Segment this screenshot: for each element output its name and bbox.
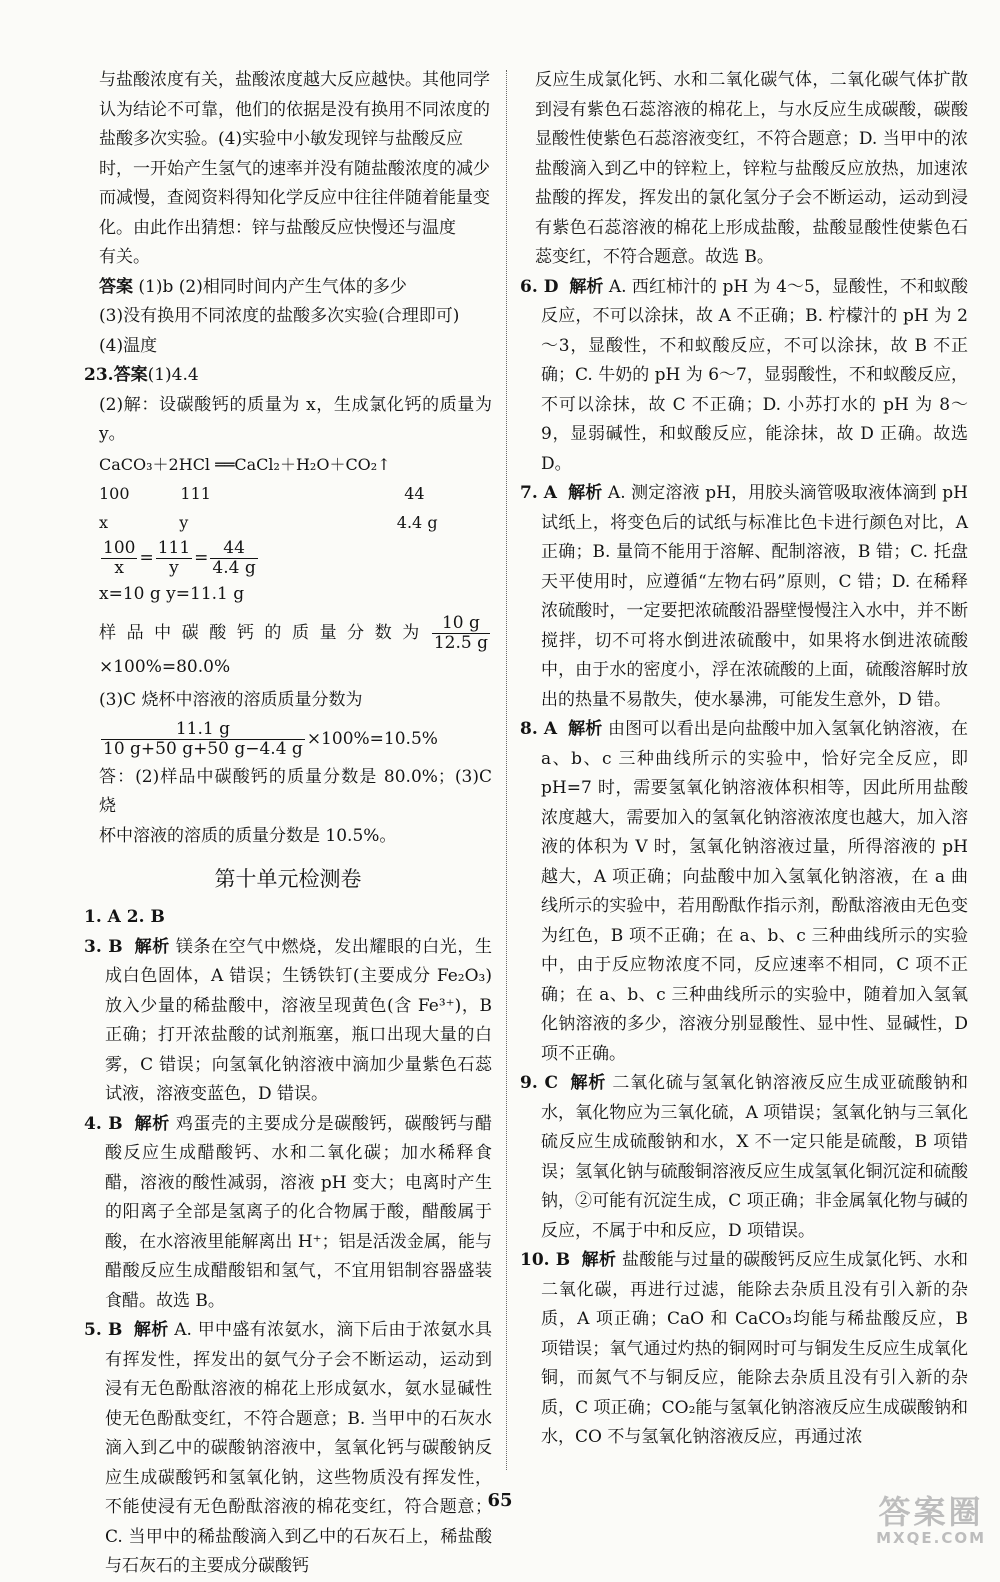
q23 — [84, 361, 492, 851]
q10 — [520, 1246, 968, 1453]
intro-line: 盐酸多次实验。(4)实验中小敏发现锌与盐酸反应 — [99, 129, 464, 149]
q6 — [520, 273, 968, 480]
intro-line: 时，一开始产生氢气的速率并没有随盐酸浓度的减少 — [99, 158, 490, 179]
conclusion-line: 杯中溶液的溶质的质量分数是 10.5%。 — [99, 825, 397, 846]
solve-line: x=10 g y=11.1 g — [99, 584, 245, 604]
analysis-label: 解析 — [569, 276, 604, 297]
ratio-fraction: $\frac{44}{4.4 g}$ — [212, 538, 256, 578]
intro-paragraph — [84, 66, 492, 273]
ratio-fraction: $\frac{100}{x}$ — [103, 538, 136, 578]
mass-fraction-line — [84, 614, 492, 683]
question-head: 9. C — [520, 1073, 559, 1093]
q1-2-answers: 1. A 2. B — [84, 907, 165, 927]
answer-line: (1)b (2)相同时间内产生气体的多少 — [138, 276, 407, 297]
analysis-label: 解析 — [570, 1073, 607, 1093]
page-number: 65 — [487, 1490, 513, 1511]
q5-continued: 反应生成氯化钙、水和二氧化碳气体，二氧化碳气体扩散到浸有紫色石蕊溶液的棉花上，与水反应生成碳酸，碳酸显酸性使紫色石蕊溶液变红，不符合题意；D. 当甲中的浓盐酸滴入到乙中的锌粒上，锌粒与盐酸反应放热，加速浓盐酸的挥发，挥发出的氯化氢分子会不断运动，运动到浸有紫色石蕊溶液的棉花上形成盐酸，盐酸显酸性使紫色石蕊变红，不符合题意。故选 B。 — [535, 70, 968, 267]
analysis-label: 解析 — [568, 719, 603, 739]
fraction-suffix: ×100%=10.5% — [306, 728, 438, 749]
fraction: $\frac{11.1 g}{10 g+50 g+50 g-4.4 g}$ — [103, 718, 303, 759]
right-column — [520, 66, 968, 1453]
equals-sign: = — [194, 548, 209, 568]
analysis-label: 解析 — [133, 1320, 169, 1340]
intro-line: 与盐酸浓度有关，盐酸浓度越大反应越快。其他同学 — [99, 70, 490, 90]
column-divider — [506, 70, 507, 1470]
question-head: 5. B — [84, 1320, 123, 1340]
question-head: 10. B — [520, 1250, 571, 1270]
q3 — [84, 933, 492, 1110]
question-text: 鸡蛋壳的主要成分是碳酸钙，碳酸钙与醋酸反应生成醋酸钙、水和二氧化碳；加水稀释食醋，溶液的酸性减弱，溶液 pH 变大；电离时产生的阳离子全部是氢离子的化合物属于酸，醋酸属于酸，在水溶液里能解离出 H⁺；铝是活泼金属，能与醋酸反应生成醋酸铝和氢气，不宜用铝制容器盛装食醋。故选 B。 — [105, 1113, 493, 1311]
answer-line: (3)没有换用不同浓度的盐酸多次实验(合理即可) — [99, 306, 460, 326]
answer-label: 答案 — [99, 276, 133, 297]
watermark-title: 答案圈 — [878, 1493, 984, 1531]
question-number: 23. — [84, 365, 114, 385]
q23-answer-1: (1)4.4 — [147, 365, 199, 385]
question-text: 镁条在空气中燃烧，发出耀眼的白光，生成白色固体，A 错误；生锈铁钉(主要成分 Fe₂O₃)放入少量的稀盐酸中，溶液呈现黄色(含 Fe³⁺)，B 正确；打开浓盐酸的试剂瓶塞，瓶口出现大量的白雾，C 错误；向氢氧化钠溶液中滴加少量紫色石蕊试液，溶液变蓝色，D 错误。 — [105, 936, 493, 1104]
analysis-label: 解析 — [134, 1113, 170, 1134]
q4 — [84, 1110, 492, 1317]
mass-row: 100 111 44 — [99, 484, 425, 503]
question-head: 6. D — [520, 276, 559, 297]
question-text: 由图可以看出是向盐酸中加入氢氧化钠溶液，在 a、b、c 三种曲线所示的实验中，恰好完全反应，即 pH=7 时，需要氢氧化钠溶液体积相等，因此所用盐酸浓度越大，需要加入的氢氧化钠溶液浓度也越大，加入溶液的体积为 V 时，氢氧化钠溶液过量，所得溶液的 pH 越大，A 项正确；向盐酸中加入氢氧化钠溶液，在 a 曲线所示的实验中，若用酚酞作指示剂，酚酞溶液由无色变为红色，B 项不正确；在 a、b、c 三种曲线所示的实验中，由于反应物浓度不同，反应速率不相同，C 项不正确；在 a、b、c 三种曲线所示的实验中，随着加入氢氧化钠溶液的多少，溶液分别显酸性、显中性、显碱性，D 项不正确。 — [541, 719, 969, 1064]
fraction-suffix: ×100%=80.0% — [99, 656, 231, 677]
intro-line: 认为结论不可靠，他们的依据是没有换用不同浓度的 — [99, 99, 490, 120]
intro-line: 化。由此作出猜想：锌与盐酸反应快慢还与温度 — [99, 217, 456, 238]
q7 — [520, 479, 968, 715]
watermark-logo — [876, 1487, 986, 1547]
variable-row: x y 4.4 g — [99, 513, 438, 532]
intro-line: 有关。 — [99, 247, 150, 267]
ratio-equation — [84, 539, 492, 578]
analysis-label: 解析 — [568, 483, 603, 503]
part3-line: (3)C 烧杯中溶液的溶质质量分数为 — [99, 690, 363, 710]
analysis-label: 解析 — [134, 936, 170, 957]
conclusion-line: 答：(2)样品中碳酸钙的质量分数是 80.0%；(3)C 烧 — [99, 766, 492, 816]
solute-fraction-line — [84, 720, 492, 759]
q8 — [520, 715, 968, 1069]
intro-line: 而减慢，查阅资料得知化学反应中往往伴随着能量变 — [99, 188, 490, 208]
answer-line: (4)温度 — [99, 335, 158, 356]
question-head: 8. A — [520, 719, 558, 739]
answer-label: 答案 — [113, 365, 148, 385]
equals-sign: = — [139, 548, 154, 568]
question-text: A. 西红柿汁的 pH 为 4～5，显酸性，不和蚁酸反应，不可以涂抹，故 A 不正确；B. 柠檬汁的 pH 为 2～3，显酸性，不和蚁酸反应，不可以涂抹，故 B 不正确；C. 牛奶的 pH 为 6～7，显弱酸性，不和蚁酸反应，不可以涂抹，故 C 不正确；D. 小苏打水的 pH 为 8～9，显弱碱性，和蚁酸反应，能涂抹，故 D 正确。故选 D。 — [541, 276, 969, 474]
question-text: A. 甲中盛有浓氨水，滴下后由于浓氨水具有挥发性，挥发出的氨气分子会不断运动，运动到浸有无色酚酞溶液的棉花上形成氨水，氨水显碱性使无色酚酞变红，不符合题意；B. 当甲中的石灰水滴入到乙中的碳酸钠溶液中，氢氧化钙与碳酸钠反应生成碳酸钙和氢氧化钠，这些物质没有挥发性，不能使浸有无色酚酞溶液的棉花变红，符合题意；C. 当甲中的稀盐酸滴入到乙中的石灰石上，稀盐酸与石灰石的主要成分碳酸钙 — [105, 1320, 493, 1576]
fraction-prefix: 样品中碳酸钙的质量分数为 — [99, 622, 430, 643]
left-column — [84, 66, 492, 1582]
ratio-fraction: $\frac{111}{y}$ — [157, 538, 191, 578]
fraction: $\frac{10 g}{12.5 g}$ — [433, 612, 488, 653]
chemical-equation: CaCO₃＋2HCl ══CaCl₂＋H₂O＋CO₂↑ — [99, 454, 391, 474]
question-head: 7. A — [520, 483, 557, 503]
question-head: 4. B — [84, 1113, 123, 1134]
watermark-url: MXQE.COM — [876, 1529, 986, 1547]
q9 — [520, 1069, 968, 1246]
q22-answer — [84, 273, 492, 362]
q23-solution-intro: (2)解：设碳酸钙的质量为 x，生成氯化钙的质量为 y。 — [99, 394, 492, 444]
question-text: 二氧化硫与氢氧化钠溶液反应生成亚硫酸钠和水，氧化物应为三氧化硫，A 项错误；氢氧化钠与三氧化硫反应生成硫酸钠和水，X 不一定只能是硫酸，B 项错误；氢氧化钠与硫酸铜溶液反应生成氢氧化铜沉淀和硫酸钠，②可能有沉淀生成，C 项正确；非金属氧化物与碱的反应，不属于中和反应，D 项错误。 — [541, 1073, 969, 1241]
question-text: 盐酸能与过量的碳酸钙反应生成氯化钙、水和二氧化碳，再进行过滤，能除去杂质且没有引入新的杂质，A 项正确；CaO 和 CaCO₃均能与稀盐酸反应，B 项错误；氧气通过灼热的铜网时可与铜发生反应生成氧化铜，而氮气不与铜反应，能除去杂质且没有引入新的杂质，C 项正确；CO₂能与氢氧化钠溶液反应生成碳酸钠和水，CO 不与氢氧化钠溶液反应，再通过浓 — [541, 1250, 969, 1447]
question-head: 3. B — [84, 936, 123, 957]
q5 — [84, 1316, 492, 1582]
section-title: 第十单元检测卷 — [214, 867, 362, 891]
question-text: A. 测定溶液 pH，用胶头滴管吸取液体滴到 pH 试纸上，将变色后的试纸与标准比色卡进行颜色对比，A 正确；B. 量筒不能用于溶解、配制溶液，B 错；C. 托盘天平使用时，应遵循“左物右码”原则，C 错；D. 在稀释浓硫酸时，一定要把浓硫酸沿器壁慢慢注入水中，并不断搅拌，切不可将水倒进浓硫酸中，如果将水倒进浓硫酸中，由于水的密度小，浮在浓硫酸的上面，硫酸溶解时放出的热量不易散失，使水暴沸，可能发生意外，D 错。 — [541, 483, 969, 710]
analysis-label: 解析 — [581, 1250, 617, 1270]
